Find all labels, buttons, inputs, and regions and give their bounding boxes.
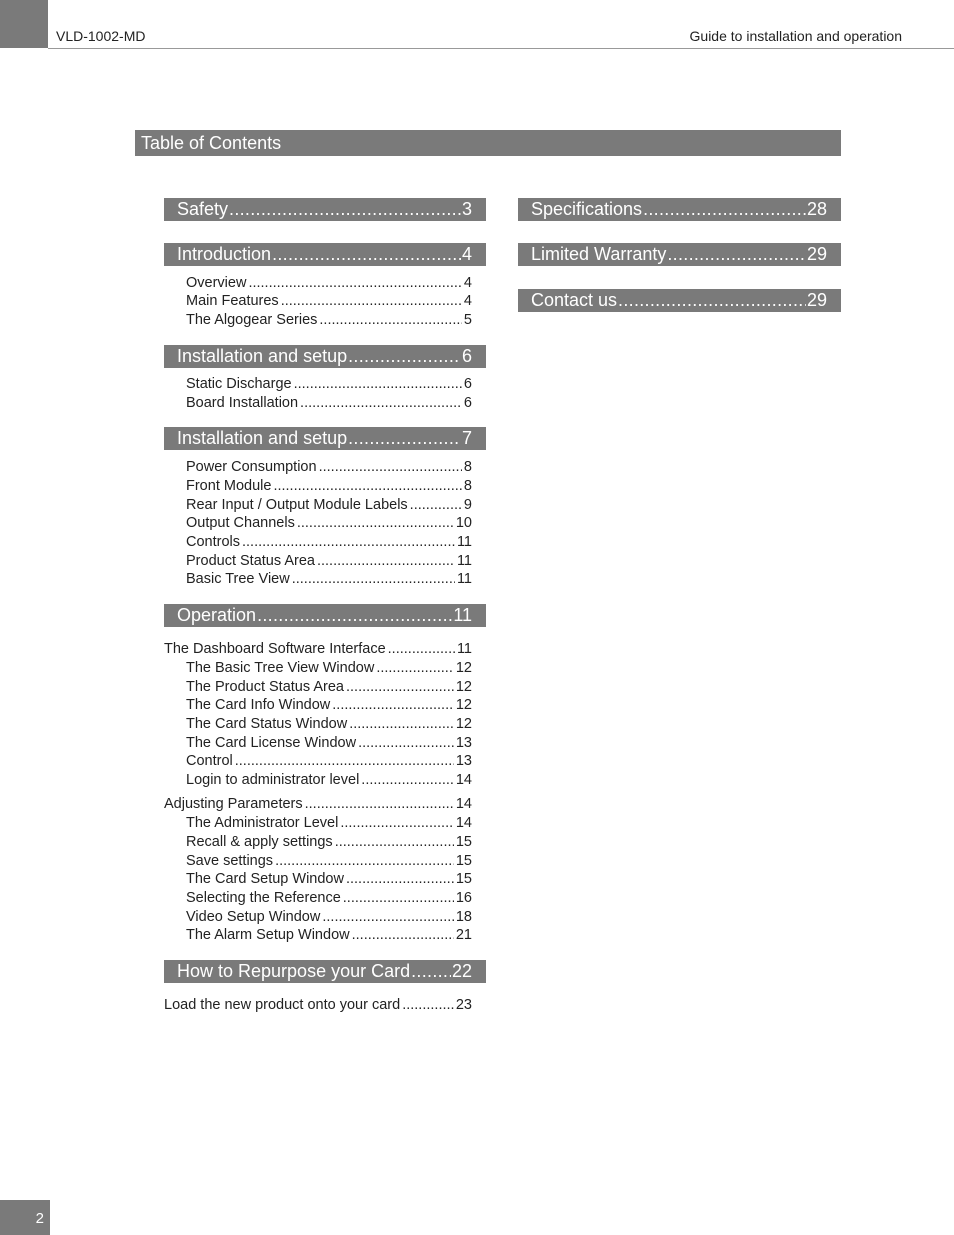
- entry-title: The Dashboard Software Interface: [164, 641, 386, 657]
- leader-dots: [272, 243, 461, 266]
- entry-page: 21: [455, 927, 472, 943]
- entry-title: The Administrator Level: [186, 815, 339, 831]
- leader-dots: [332, 696, 454, 715]
- entry-page: 9: [463, 497, 472, 513]
- section-title: Installation and setup: [177, 346, 348, 366]
- entry-page: 13: [455, 735, 472, 751]
- entry-title: Selecting the Reference: [186, 890, 341, 906]
- toc-entry[interactable]: [186, 570, 472, 589]
- entry-title: Power Consumption: [186, 459, 317, 475]
- leader-dots: [667, 243, 806, 266]
- entry-title: Login to administrator level: [186, 772, 360, 788]
- toc-entry[interactable]: [186, 852, 472, 871]
- entry-page: 12: [455, 716, 472, 732]
- entry-page: 15: [455, 853, 472, 869]
- section-page: 29: [806, 244, 827, 264]
- entry-page: 15: [455, 871, 472, 887]
- toc-entry[interactable]: [186, 752, 472, 771]
- entry-page: 11: [456, 553, 472, 569]
- toc-entry[interactable]: [186, 514, 472, 533]
- leader-dots: [257, 604, 452, 627]
- entry-title: Front Module: [186, 478, 272, 494]
- page-number: 2: [35, 1210, 44, 1227]
- entry-page: 6: [463, 376, 472, 392]
- leader-dots: [275, 852, 454, 871]
- section-title: Installation and setup: [177, 428, 348, 448]
- toc-entry[interactable]: [164, 640, 472, 659]
- entry-title: Control: [186, 753, 233, 769]
- toc-entry[interactable]: [186, 889, 472, 908]
- entry-page: 12: [455, 697, 472, 713]
- entry-page: 13: [455, 753, 472, 769]
- leader-dots: [348, 427, 461, 450]
- entry-title: The Product Status Area: [186, 679, 344, 695]
- entry-title: Basic Tree View: [186, 571, 290, 587]
- leader-dots: [319, 311, 462, 330]
- leader-dots: [388, 640, 455, 659]
- toc-entry[interactable]: [186, 715, 472, 734]
- toc-section-limited-warranty[interactable]: [518, 243, 841, 266]
- toc-entry[interactable]: [186, 394, 472, 413]
- entry-page: 15: [455, 834, 472, 850]
- entry-page: 10: [455, 515, 472, 531]
- toc-entry[interactable]: [186, 552, 472, 571]
- leader-dots: [319, 458, 462, 477]
- entry-title: The Card Setup Window: [186, 871, 344, 887]
- leader-dots: [349, 715, 454, 734]
- leader-dots: [294, 375, 462, 394]
- section-title: Limited Warranty: [531, 244, 667, 264]
- entry-title: The Algogear Series: [186, 312, 318, 328]
- section-title: Introduction: [177, 244, 272, 264]
- entry-page: 4: [463, 293, 472, 309]
- section-title: Operation: [177, 605, 257, 625]
- toc-entry[interactable]: [186, 496, 472, 515]
- entry-page: 6: [463, 395, 472, 411]
- toc-entry[interactable]: [164, 795, 472, 814]
- section-page: 7: [461, 428, 472, 448]
- leader-dots: [343, 889, 454, 908]
- entry-page: 11: [456, 571, 472, 587]
- leader-dots: [340, 814, 454, 833]
- leader-dots: [335, 833, 454, 852]
- entry-page: 11: [456, 641, 472, 657]
- toc-entry[interactable]: [186, 292, 472, 311]
- entry-title: The Basic Tree View Window: [186, 660, 375, 676]
- leader-dots: [618, 289, 806, 312]
- toc-section-installation-setup-2[interactable]: [164, 427, 486, 450]
- entry-page: 11: [456, 534, 472, 550]
- leader-dots: [358, 734, 454, 753]
- toc-entry[interactable]: [186, 734, 472, 753]
- header-corner-block: [0, 0, 48, 48]
- toc-entry[interactable]: [186, 375, 472, 394]
- toc-entry[interactable]: [186, 833, 472, 852]
- leader-dots: [348, 345, 461, 368]
- leader-dots: [242, 533, 455, 552]
- entry-page: 18: [455, 909, 472, 925]
- leader-dots: [643, 198, 806, 221]
- leader-dots: [248, 274, 461, 293]
- entry-title: The Card License Window: [186, 735, 357, 751]
- leader-dots: [346, 870, 454, 889]
- entry-page: 14: [455, 796, 472, 812]
- section-page: 11: [453, 605, 472, 625]
- toc-section-operation[interactable]: [164, 604, 486, 627]
- leader-dots: [410, 496, 462, 515]
- toc-section-installation-setup-1[interactable]: [164, 345, 486, 368]
- toc-section-repurpose-card[interactable]: [164, 960, 486, 983]
- entry-page: 4: [463, 275, 472, 291]
- leader-dots: [305, 795, 454, 814]
- toc-entry[interactable]: [186, 458, 472, 477]
- page-number-box: [0, 1200, 50, 1235]
- entry-title: Load the new product onto your card: [164, 997, 401, 1013]
- entry-title: The Card Status Window: [186, 716, 348, 732]
- toc-section-contact-us[interactable]: [518, 289, 841, 312]
- toc-entry[interactable]: [186, 771, 472, 790]
- entry-page: 8: [463, 459, 472, 475]
- leader-dots: [281, 292, 462, 311]
- toc-title-banner: [135, 130, 841, 156]
- section-page: 28: [806, 199, 827, 219]
- section-page: 29: [806, 290, 827, 310]
- entry-page: 23: [455, 997, 472, 1013]
- entry-title: Board Installation: [186, 395, 299, 411]
- entry-title: Main Features: [186, 293, 279, 309]
- entry-title: Recall & apply settings: [186, 834, 333, 850]
- section-page: 4: [461, 244, 472, 264]
- entry-title: Video Setup Window: [186, 909, 321, 925]
- entry-title: Adjusting Parameters: [164, 796, 303, 812]
- toc-section-safety[interactable]: [164, 198, 486, 221]
- entry-page: 16: [455, 890, 472, 906]
- entry-page: 8: [463, 478, 472, 494]
- entry-title: Rear Input / Output Module Labels: [186, 497, 408, 513]
- entry-title: Product Status Area: [186, 553, 315, 569]
- entry-title: Output Channels: [186, 515, 295, 531]
- entry-page: 12: [455, 679, 472, 695]
- toc-entry[interactable]: [186, 477, 472, 496]
- entry-title: Controls: [186, 534, 240, 550]
- section-title: Specifications: [531, 199, 643, 219]
- section-title: How to Repurpose your Card: [177, 961, 411, 981]
- toc-entry[interactable]: [164, 996, 472, 1015]
- toc-section-introduction[interactable]: [164, 243, 486, 266]
- toc-entry[interactable]: [186, 870, 472, 889]
- entry-title: Overview: [186, 275, 247, 291]
- leader-dots: [317, 552, 455, 571]
- section-page: 3: [461, 199, 472, 219]
- toc-entry[interactable]: [186, 274, 472, 293]
- toc-title: Table of Contents: [141, 133, 282, 153]
- section-page: 6: [461, 346, 472, 366]
- entry-title: The Card Info Window: [186, 697, 331, 713]
- leader-dots: [402, 996, 454, 1015]
- toc-entry[interactable]: [186, 926, 472, 945]
- leader-dots: [322, 908, 454, 927]
- leader-dots: [300, 394, 462, 413]
- leader-dots: [292, 570, 455, 589]
- toc-entry[interactable]: [186, 678, 472, 697]
- entry-title: The Alarm Setup Window: [186, 927, 350, 943]
- document-code: VLD-1002-MD: [56, 28, 146, 44]
- toc-entry[interactable]: [186, 814, 472, 833]
- leader-dots: [352, 926, 454, 945]
- section-title: Safety: [177, 199, 229, 219]
- leader-dots: [235, 752, 454, 771]
- entry-page: 14: [455, 772, 472, 788]
- toc-entry[interactable]: [186, 659, 472, 678]
- leader-dots: [346, 678, 454, 697]
- section-title: Contact us: [531, 290, 618, 310]
- document-title: Guide to installation and operation: [689, 28, 902, 44]
- toc-entry[interactable]: [186, 533, 472, 552]
- leader-dots: [273, 477, 461, 496]
- section-page: 22: [451, 961, 472, 981]
- entry-page: 12: [455, 660, 472, 676]
- leader-dots: [229, 198, 461, 221]
- toc-entry[interactable]: [186, 908, 472, 927]
- toc-section-specifications[interactable]: [518, 198, 841, 221]
- leader-dots: [361, 771, 454, 790]
- toc-entry[interactable]: [186, 696, 472, 715]
- leader-dots: [411, 960, 451, 983]
- entry-page: 14: [455, 815, 472, 831]
- leader-dots: [376, 659, 454, 678]
- header-rule: [48, 48, 954, 49]
- entry-title: Static Discharge: [186, 376, 292, 392]
- entry-page: 5: [463, 312, 472, 328]
- toc-entry[interactable]: [186, 311, 472, 330]
- entry-title: Save settings: [186, 853, 274, 869]
- leader-dots: [297, 514, 454, 533]
